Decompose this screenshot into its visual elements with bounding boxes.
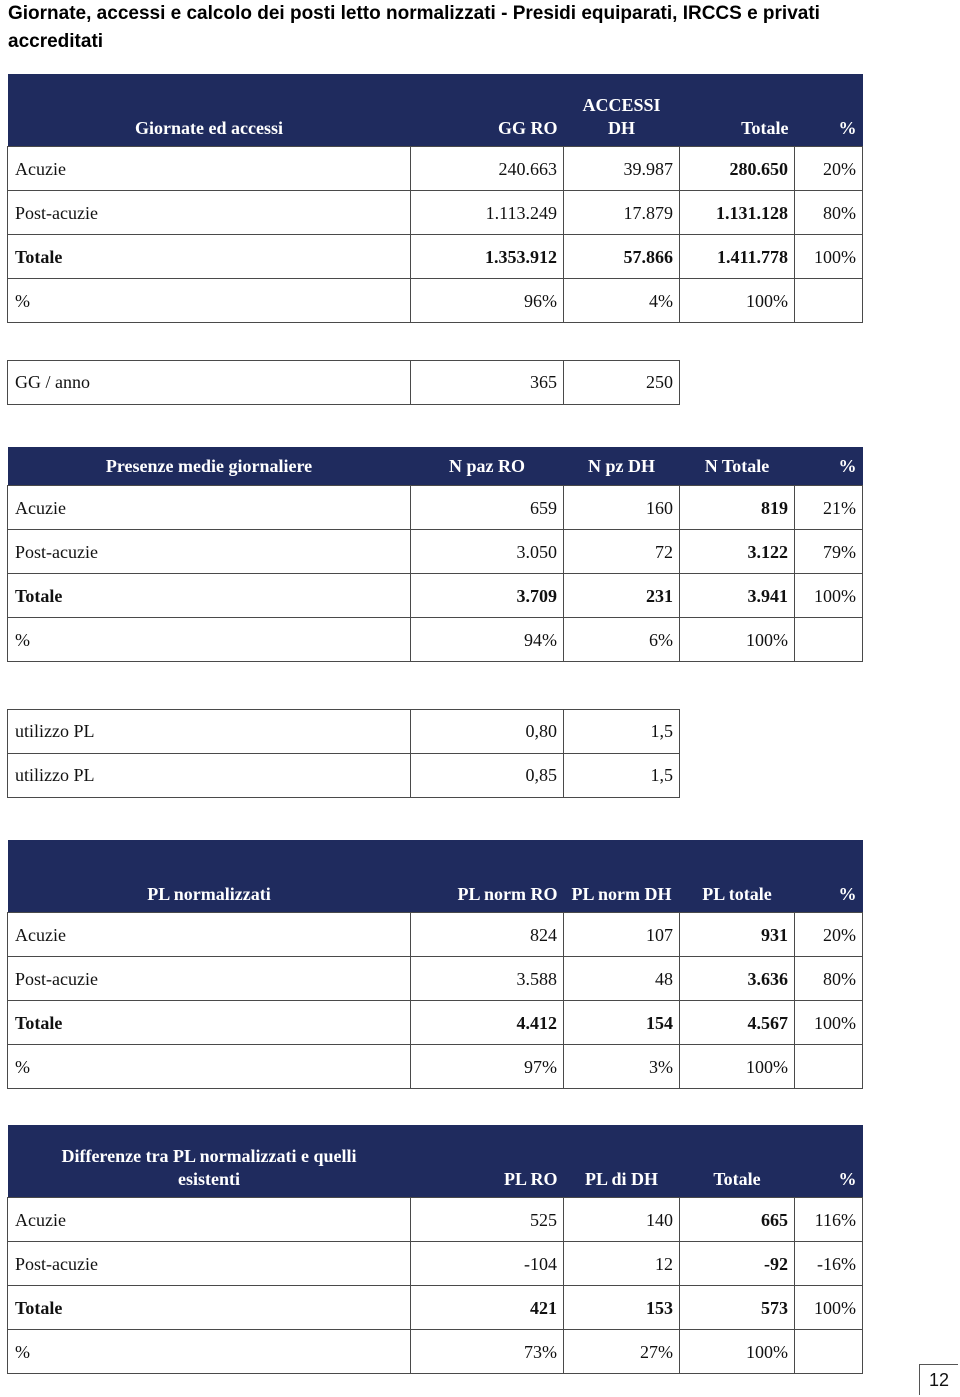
table-row: [8, 754, 680, 798]
table-cell: -104: [411, 1242, 564, 1286]
table-cell: 231: [564, 574, 680, 618]
row-label: utilizzo PL: [8, 754, 411, 798]
table-cell: 421: [411, 1286, 564, 1330]
table-header-row: [8, 1125, 863, 1198]
table-cell: 94%: [411, 618, 564, 662]
column-header: Totale: [680, 1125, 795, 1198]
table-cell: 20%: [795, 147, 863, 191]
column-header: N pz DH: [564, 447, 680, 486]
column-header: PL norm DH: [564, 840, 680, 913]
table-row: [8, 1198, 863, 1242]
row-label: Totale: [8, 1001, 411, 1045]
table-cell: 1.131.128: [680, 191, 795, 235]
column-header: PL RO: [411, 1125, 564, 1198]
table-cell: 3.588: [411, 957, 564, 1001]
table-cell: 17.879: [564, 191, 680, 235]
table-cell: 4.412: [411, 1001, 564, 1045]
table-cell: 240.663: [411, 147, 564, 191]
row-label: utilizzo PL: [8, 710, 411, 754]
row-label: Post-acuzie: [8, 1242, 411, 1286]
table-row: [8, 618, 863, 662]
column-header: Totale: [680, 74, 795, 147]
table-cell: [795, 279, 863, 323]
column-header: PL normalizzati: [8, 840, 411, 913]
table-header-row: [8, 840, 863, 913]
table-cell: 80%: [795, 191, 863, 235]
table-row: [8, 1242, 863, 1286]
table-cell: 100%: [680, 1045, 795, 1089]
table-row: [8, 957, 863, 1001]
table-cell: 4%: [564, 279, 680, 323]
table-cell: 1.353.912: [411, 235, 564, 279]
table-row: [8, 710, 680, 754]
table-cell: -92: [680, 1242, 795, 1286]
table-cell: 100%: [680, 1330, 795, 1374]
table-row: [8, 191, 863, 235]
table-cell: 73%: [411, 1330, 564, 1374]
table-cell: -16%: [795, 1242, 863, 1286]
table-cell: 280.650: [680, 147, 795, 191]
table-cell: 97%: [411, 1045, 564, 1089]
page-number: 12: [919, 1364, 958, 1395]
column-header: GG RO: [411, 74, 564, 147]
table-row: [8, 1286, 863, 1330]
table-cell: 79%: [795, 530, 863, 574]
row-label: GG / anno: [8, 361, 411, 405]
table-cell: 6%: [564, 618, 680, 662]
row-label: Acuzie: [8, 1198, 411, 1242]
table-cell: 100%: [680, 618, 795, 662]
table-cell: 3.050: [411, 530, 564, 574]
table-cell: 0,80: [411, 710, 564, 754]
table-cell: 659: [411, 486, 564, 530]
table-cell: 140: [564, 1198, 680, 1242]
table-cell: 4.567: [680, 1001, 795, 1045]
table-row: [8, 530, 863, 574]
pl-normalizzati-table: [7, 840, 863, 1089]
table-cell: 665: [680, 1198, 795, 1242]
row-label: %: [8, 1045, 411, 1089]
table-cell: 48: [564, 957, 680, 1001]
row-label: Post-acuzie: [8, 191, 411, 235]
column-header: PL di DH: [564, 1125, 680, 1198]
column-header: Differenze tra PL normalizzati e quelli esistenti: [8, 1125, 411, 1198]
column-header: %: [795, 1125, 863, 1198]
table-cell: 21%: [795, 486, 863, 530]
table-cell: [795, 618, 863, 662]
table-row: [8, 1045, 863, 1089]
table-row: [8, 486, 863, 530]
row-label: Acuzie: [8, 913, 411, 957]
table-cell: 80%: [795, 957, 863, 1001]
table-cell: 100%: [680, 279, 795, 323]
row-label: %: [8, 618, 411, 662]
table-row: [8, 1330, 863, 1374]
table-cell: 3.709: [411, 574, 564, 618]
table-cell: 100%: [795, 235, 863, 279]
table-row: [8, 279, 863, 323]
table-cell: 57.866: [564, 235, 680, 279]
table-cell: 0,85: [411, 754, 564, 798]
column-header: %: [795, 840, 863, 913]
row-label: Post-acuzie: [8, 957, 411, 1001]
table-row: [8, 913, 863, 957]
table-cell: 12: [564, 1242, 680, 1286]
presenze-medie-table: [7, 447, 863, 662]
table-cell: 20%: [795, 913, 863, 957]
row-label: Acuzie: [8, 147, 411, 191]
table-cell: 824: [411, 913, 564, 957]
table-cell: 1.411.778: [680, 235, 795, 279]
table-cell: 3.941: [680, 574, 795, 618]
row-label: Totale: [8, 574, 411, 618]
table-row: [8, 235, 863, 279]
table-cell: 100%: [795, 1001, 863, 1045]
table-header-row: [8, 447, 863, 486]
row-label: Post-acuzie: [8, 530, 411, 574]
row-label: Totale: [8, 235, 411, 279]
table-cell: 1,5: [564, 710, 680, 754]
table-cell: 153: [564, 1286, 680, 1330]
column-header: Giornate ed accessi: [8, 74, 411, 147]
row-label: %: [8, 279, 411, 323]
table-cell: 819: [680, 486, 795, 530]
table-row: [8, 361, 680, 405]
table-cell: 931: [680, 913, 795, 957]
table-cell: 525: [411, 1198, 564, 1242]
table-cell: 96%: [411, 279, 564, 323]
table-cell: 250: [564, 361, 680, 405]
differenze-pl-table: [7, 1125, 863, 1374]
page-title: Giornate, accessi e calcolo dei posti letto normalizzati - Presidi equiparati, IRCCS e privati accreditati: [8, 3, 820, 52]
table-cell: 39.987: [564, 147, 680, 191]
column-header: %: [795, 74, 863, 147]
table-cell: 1.113.249: [411, 191, 564, 235]
table-cell: 100%: [795, 574, 863, 618]
column-header: PL norm RO: [411, 840, 564, 913]
table-cell: 107: [564, 913, 680, 957]
table-cell: 116%: [795, 1198, 863, 1242]
table-cell: 1,5: [564, 754, 680, 798]
table-cell: 365: [411, 361, 564, 405]
row-label: Totale: [8, 1286, 411, 1330]
table-row: [8, 1001, 863, 1045]
column-header: N Totale: [680, 447, 795, 486]
row-label: Acuzie: [8, 486, 411, 530]
column-header: %: [795, 447, 863, 486]
table-cell: 100%: [795, 1286, 863, 1330]
utilizzo-pl-table: [7, 709, 680, 798]
table-cell: 27%: [564, 1330, 680, 1374]
table-cell: 573: [680, 1286, 795, 1330]
gg-anno-table: [7, 360, 680, 405]
row-label: %: [8, 1330, 411, 1374]
column-header: ACCESSI DH: [564, 74, 680, 147]
table-cell: [795, 1045, 863, 1089]
table-row: [8, 147, 863, 191]
table-cell: 160: [564, 486, 680, 530]
table-cell: 3.636: [680, 957, 795, 1001]
column-header: PL totale: [680, 840, 795, 913]
table-header-row: [8, 74, 863, 147]
table-row: [8, 574, 863, 618]
table-cell: 72: [564, 530, 680, 574]
column-header: N paz RO: [411, 447, 564, 486]
table-cell: 3%: [564, 1045, 680, 1089]
column-header: Presenze medie giornaliere: [8, 447, 411, 486]
table-cell: [795, 1330, 863, 1374]
table-cell: 3.122: [680, 530, 795, 574]
giornate-accessi-table: [7, 74, 863, 323]
table-cell: 154: [564, 1001, 680, 1045]
